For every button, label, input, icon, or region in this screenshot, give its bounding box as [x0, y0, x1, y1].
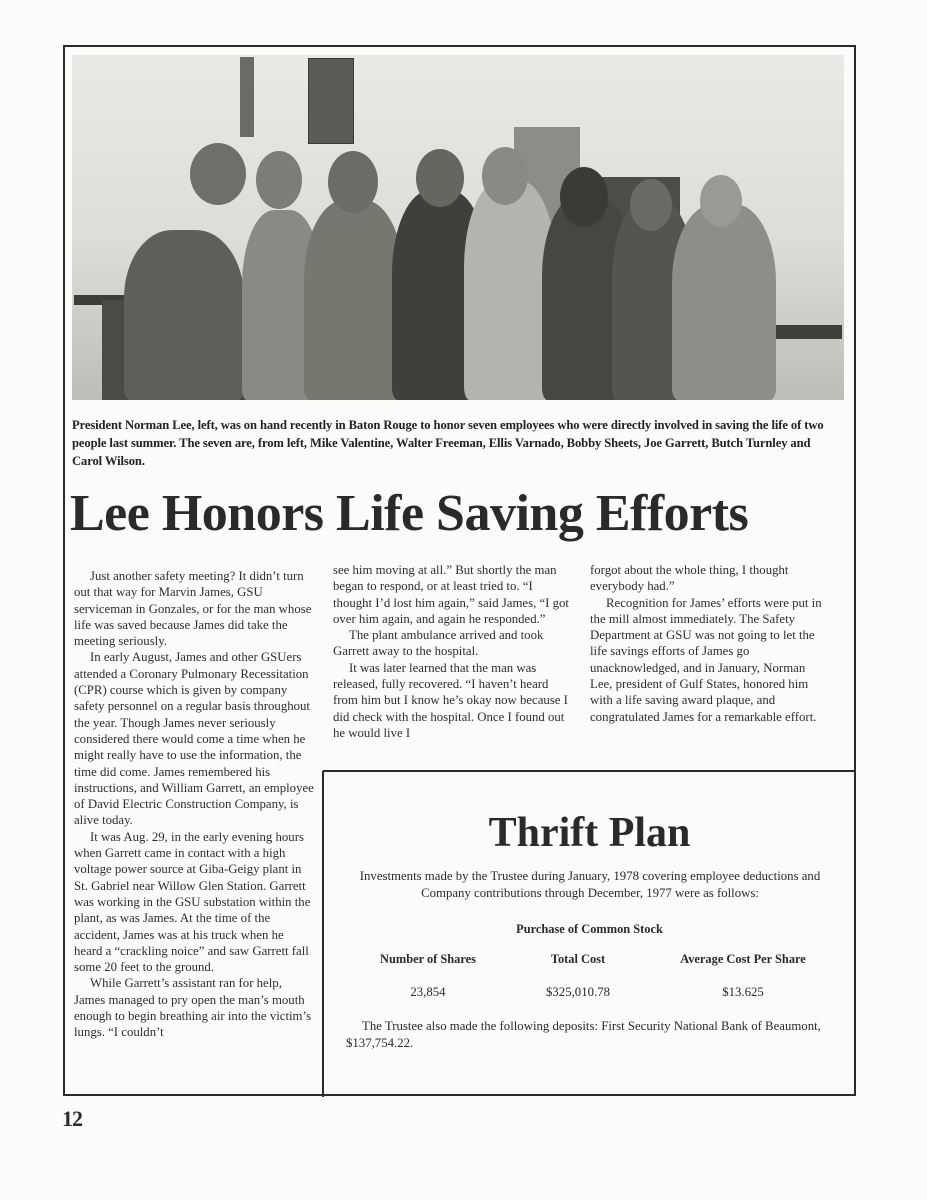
article-paragraph: While Garrett’s assistant ran for help, James managed to pry open the man’s mouth enough to begin breathing air into the victim’s lungs. “I couldn’t: [74, 976, 312, 1040]
article-paragraph: Recognition for James’ efforts were put in the mill almost immediately. The Safety Department at GSU was not going to let the life savings efforts of James go unacknowledged, and in January, Norman Lee, president of Gulf States, honored him with a life saving award plaque, and congratulated James for a remarkable effort.: [590, 595, 822, 724]
photo-wall-trim: [240, 57, 254, 137]
photo-person-norman-lee: [124, 230, 244, 400]
page-number: 12: [62, 1106, 82, 1131]
photo-person-head: [560, 167, 608, 227]
article-paragraph: forgot about the whole thing, I thought everybody had.”: [590, 563, 789, 594]
photo-person-head: [328, 151, 378, 213]
thrift-plan-title: Thrift Plan: [488, 810, 691, 856]
group-photo: [72, 55, 844, 400]
photo-person-head: [190, 143, 246, 205]
number-of-shares-value: 23,854: [410, 985, 446, 999]
photo-person-7: [672, 204, 776, 400]
article-paragraph: The plant ambulance arrived and took Garrett away to the hospital.: [333, 628, 544, 659]
article-paragraph: Just another safety meeting? It didn’t turn out that way for Marvin James, GSU serviceman in Gonzales, or for the man whose life was saved because James did take the meeting seriously.: [74, 569, 312, 649]
photo-wall-poster: [308, 58, 354, 144]
article-headline: Lee Honors Life Saving Efforts: [70, 485, 749, 542]
thrift-table-header: [353, 952, 833, 967]
photo-person-head: [630, 179, 672, 231]
total-cost-value: $325,010.78: [546, 985, 610, 999]
thrift-plan-footer: The Trustee also made the following deposits: First Security National Bank of Beaumont, $137,754.22.: [346, 1019, 821, 1050]
article-paragraph: It was Aug. 29, in the early evening hours when Garrett came in contact with a high voltage power source at Giba-Geigy plant in St. Gabriel near Willow Glen Station. Garrett was working in the GSU substation within the plant, as was James. At the time of the accident, James was at his truck when he heard a “crackling noice” and saw Garrett fall some 20 feet to the ground.: [74, 829, 311, 975]
column-header-number-of-shares: Number of Shares: [380, 952, 476, 966]
article-column-2: [333, 562, 573, 741]
thrift-table-row: [353, 985, 833, 1000]
thrift-plan-subheading: Purchase of Common Stock: [516, 922, 663, 936]
photo-person-head: [256, 151, 302, 209]
article-column-3: [590, 562, 830, 725]
article-paragraph: In early August, James and other GSUers attended a Coronary Pulmonary Recessitation (CPR) course which is given by company safety personnel on a regular basis throughout the year. Though James never seriously considered there would come a time when he might really have to use the information, the time did come. James remembered his instructions, and William Garrett, an employee of David Electric Construction Company, is alive today.: [74, 650, 314, 828]
photo-person-head: [700, 175, 742, 227]
photo-person-2: [304, 200, 404, 400]
thrift-plan-table: [353, 952, 833, 1000]
photo-person-head: [482, 147, 528, 205]
article-column-1: [74, 568, 314, 1041]
column-header-average-cost: Average Cost Per Share: [680, 952, 806, 966]
average-cost-value: $13.625: [722, 985, 764, 999]
thrift-plan-box: [323, 770, 856, 1097]
article-paragraph: see him moving at all.” But shortly the man began to respond, or at least tried to. “I thought I’d lost him again,” said James, “I got over him again, and again he responded.”: [333, 563, 569, 626]
column-header-total-cost: Total Cost: [550, 952, 606, 966]
thrift-plan-intro: Investments made by the Trustee during January, 1978 covering employee deductions and Company contributions through December, 1977 were as follows:: [359, 869, 821, 900]
article-paragraph: It was later learned that the man was released, fully recovered. “I haven’t heard from him but I know he’s okay now because I did check with the hospital. Once I found out he would live I: [333, 660, 568, 740]
photo-caption: President Norman Lee, left, was on hand recently in Baton Rouge to honor seven employees who were directly involved in saving the life of two people last summer. The seven are, from left, Mike Valentine, Walter Freeman, Ellis Varnado, Bobby Sheets, Joe Garrett, Butch Turnley and Carol Wilson.: [72, 418, 824, 468]
photo-person-head: [416, 149, 464, 207]
